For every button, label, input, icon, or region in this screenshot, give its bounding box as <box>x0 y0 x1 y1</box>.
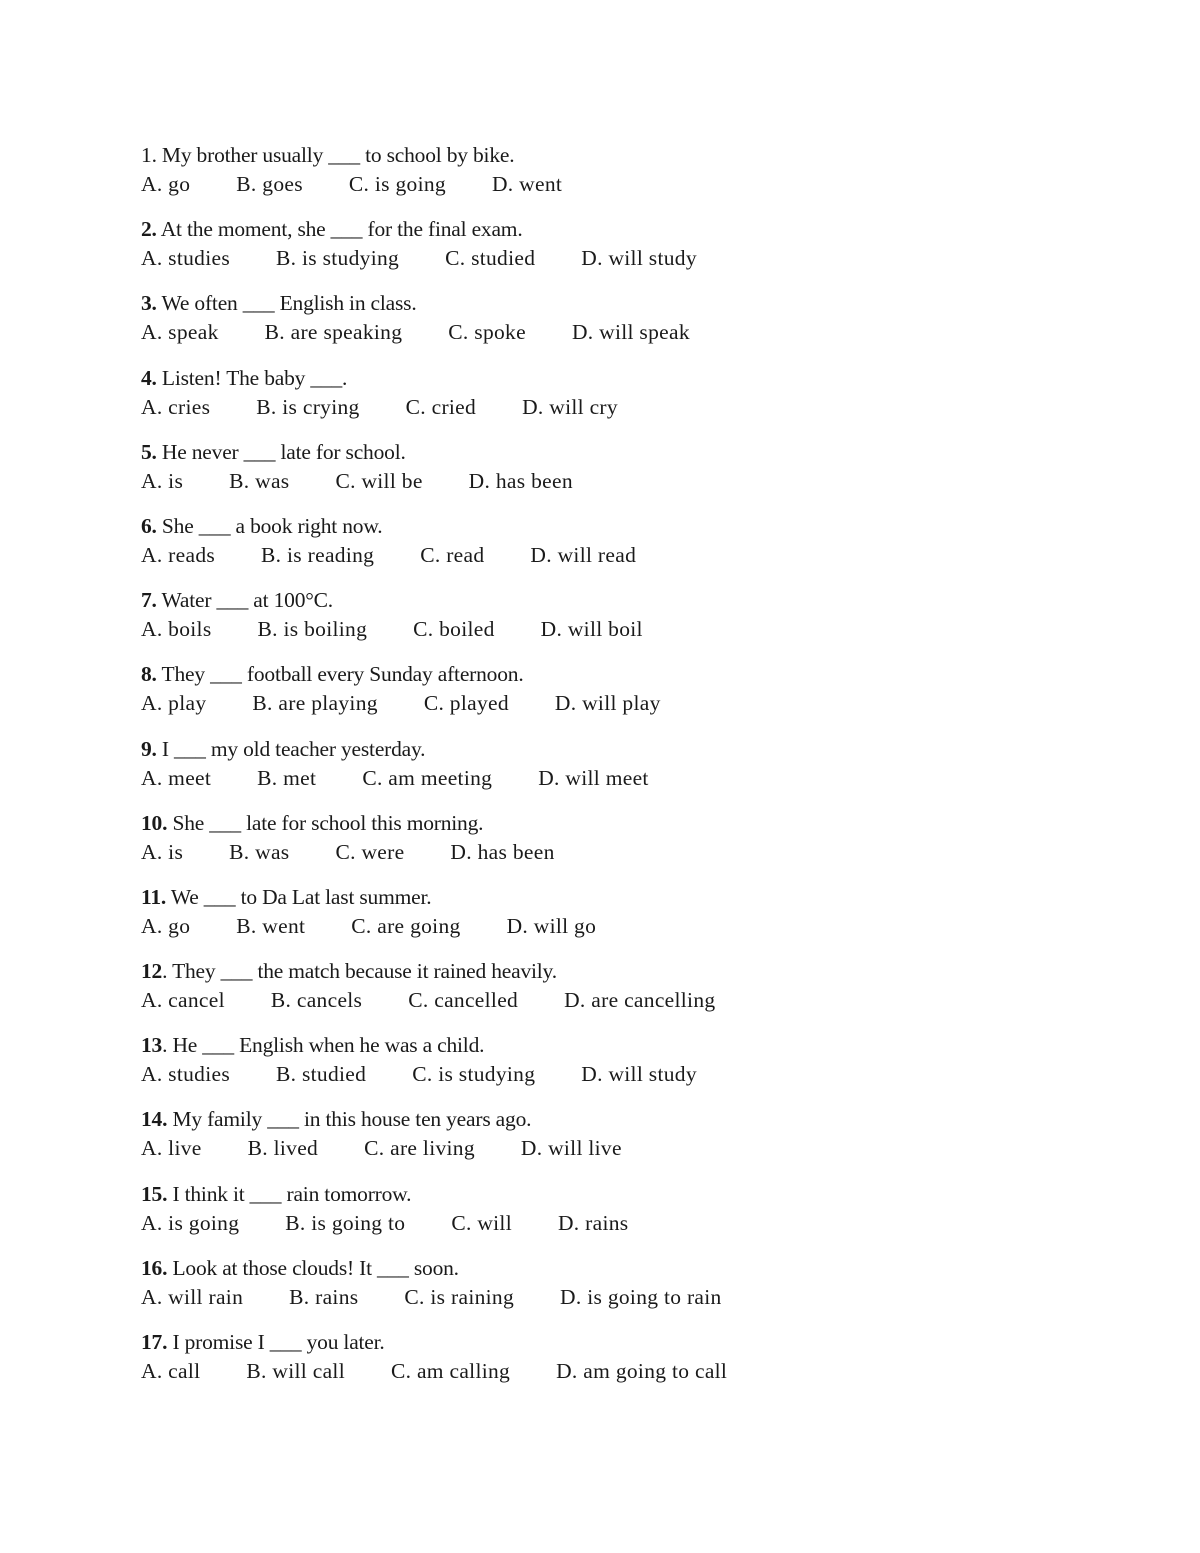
answer-option-c: C. boiled <box>413 617 495 642</box>
answer-option-b: B. was <box>229 468 290 493</box>
answer-option-d: D. has been <box>468 468 573 493</box>
answer-option-b: B. are speaking <box>264 320 403 345</box>
question-stem <box>141 512 861 541</box>
answer-options <box>141 170 861 199</box>
question-number: 11. <box>141 884 167 909</box>
answer-option-c: C. is going <box>348 172 446 196</box>
question-item <box>141 289 861 363</box>
question-stem <box>141 1105 861 1134</box>
question-number: 14. <box>141 1107 168 1132</box>
answer-option-c: C. is raining <box>404 1284 515 1309</box>
answer-option-a: A. is going <box>141 1210 240 1235</box>
question-stem <box>141 141 861 170</box>
answer-option-d: D. rains <box>557 1210 629 1235</box>
answer-option-b: B. is crying <box>256 394 360 419</box>
question-number: 16. <box>141 1255 168 1280</box>
question-text: They ___ football every Sunday afternoon. <box>156 662 524 687</box>
answer-option-d: D. will speak <box>571 320 690 345</box>
answer-option-a: A. meet <box>141 765 212 790</box>
answer-option-c: C. am calling <box>390 1359 511 1383</box>
question-stem <box>141 289 861 318</box>
answer-option-b: B. will call <box>246 1359 345 1383</box>
answer-option-a: A. is <box>141 839 184 864</box>
answer-option-d: D. are cancelling <box>564 988 716 1013</box>
answer-options <box>141 764 861 793</box>
answer-option-b: B. goes <box>236 172 303 196</box>
answer-option-c: C. are living <box>364 1136 475 1161</box>
question-text: He never ___ late for school. <box>156 439 406 464</box>
answer-option-b: B. cancels <box>270 988 363 1013</box>
question-number: 13 <box>141 1033 163 1058</box>
answer-option-a: A. play <box>141 691 207 716</box>
answer-option-a: A. reads <box>141 542 216 567</box>
answer-options <box>141 1209 861 1238</box>
answer-option-a: A. cries <box>141 394 211 419</box>
answer-option-a: A. studies <box>141 246 230 271</box>
question-item <box>141 438 861 512</box>
question-text: We ___ to Da Lat last summer. <box>166 884 432 909</box>
answer-option-c: C. read <box>420 542 485 567</box>
answer-option-a: A. studies <box>141 1062 230 1087</box>
question-text: Listen! The baby ___. <box>156 365 348 390</box>
question-stem <box>141 883 861 912</box>
question-item <box>141 660 861 734</box>
answer-options <box>141 244 861 273</box>
answer-option-c: C. will <box>451 1210 512 1235</box>
question-number: 1 <box>141 143 152 167</box>
answer-options <box>141 467 861 496</box>
question-number: 4. <box>141 365 157 390</box>
answer-option-b: B. lived <box>247 1136 319 1161</box>
answer-options <box>141 912 861 941</box>
question-text: She ___ a book right now. <box>156 513 383 538</box>
worksheet-page <box>141 141 861 1402</box>
question-number: 17. <box>141 1330 168 1354</box>
question-text: My family ___ in this house ten years ago. <box>167 1107 532 1132</box>
question-number: 8. <box>141 662 157 687</box>
question-item <box>141 957 861 1031</box>
question-stem <box>141 438 861 467</box>
question-item <box>141 141 861 215</box>
answer-option-b: B. are playing <box>252 691 378 716</box>
question-item <box>141 512 861 586</box>
answer-options <box>141 541 861 570</box>
question-stem <box>141 1031 861 1060</box>
question-stem <box>141 809 861 838</box>
answer-option-d: D. went <box>491 172 563 196</box>
answer-option-c: C. were <box>335 839 405 864</box>
answer-option-b: B. is going to <box>285 1210 406 1235</box>
answer-option-b: B. rains <box>289 1284 359 1309</box>
answer-option-a: A. go <box>141 913 191 938</box>
question-number: 6. <box>141 513 157 538</box>
question-stem <box>141 1180 861 1209</box>
question-stem <box>141 364 861 393</box>
answer-option-c: C. is studying <box>412 1062 536 1087</box>
question-text: I think it ___ rain tomorrow. <box>167 1181 412 1206</box>
question-item <box>141 1180 861 1254</box>
answer-options <box>141 1357 861 1386</box>
answer-options <box>141 689 861 718</box>
question-item <box>141 883 861 957</box>
answer-option-a: A. will rain <box>141 1284 244 1309</box>
question-number: 5. <box>141 439 157 464</box>
answer-option-c: C. am meeting <box>362 765 493 790</box>
question-text: She ___ late for school this morning. <box>167 810 484 835</box>
answer-options <box>141 393 861 422</box>
question-item <box>141 1105 861 1179</box>
answer-option-d: D. is going to rain <box>560 1284 722 1309</box>
answer-option-b: B. is reading <box>261 542 375 567</box>
answer-option-a: A. boils <box>141 617 212 642</box>
answer-option-b: B. is boiling <box>257 617 368 642</box>
answer-option-b: B. went <box>236 913 306 938</box>
question-item <box>141 1328 861 1402</box>
question-stem <box>141 957 861 986</box>
answer-options <box>141 1134 861 1163</box>
answer-option-d: D. am going to call <box>556 1359 728 1383</box>
answer-option-c: C. studied <box>445 246 536 271</box>
answer-option-b: B. is studying <box>276 246 400 271</box>
answer-options <box>141 1060 861 1089</box>
question-text: Water ___ at 100°C. <box>156 588 333 613</box>
question-item <box>141 809 861 883</box>
question-number: 9. <box>141 736 157 761</box>
answer-option-c: C. are going <box>351 913 461 938</box>
answer-option-d: D. has been <box>450 839 555 864</box>
answer-option-c: C. played <box>423 691 509 716</box>
question-text: . He ___ English when he was a child. <box>162 1033 485 1058</box>
answer-option-a: A. call <box>141 1359 201 1383</box>
question-item <box>141 1031 861 1105</box>
answer-options <box>141 1283 861 1312</box>
answer-option-b: B. was <box>229 839 290 864</box>
question-text: I ___ my old teacher yesterday. <box>156 736 426 761</box>
answer-options <box>141 318 861 347</box>
question-item <box>141 215 861 289</box>
answer-option-a: A. go <box>141 172 191 196</box>
answer-options <box>141 986 861 1015</box>
answer-option-d: D. will study <box>581 1062 697 1087</box>
answer-option-b: B. studied <box>276 1062 367 1087</box>
question-number: 15. <box>141 1181 168 1206</box>
answer-option-d: D. will live <box>520 1136 622 1161</box>
answer-option-c: C. spoke <box>448 320 526 345</box>
question-number: 3. <box>141 291 157 316</box>
question-text: At the moment, she ___ for the final exam. <box>156 217 523 242</box>
question-number: 7. <box>141 588 157 613</box>
answer-option-a: A. speak <box>141 320 219 345</box>
answer-option-d: D. will read <box>530 542 637 567</box>
answer-option-d: D. will boil <box>540 617 643 642</box>
answer-option-c: C. cried <box>405 394 477 419</box>
question-number: 2. <box>141 217 157 242</box>
answer-option-d: D. will study <box>581 246 697 271</box>
answer-option-c: C. cancelled <box>408 988 519 1013</box>
question-item <box>141 735 861 809</box>
question-text: . My brother usually ___ to school by bike. <box>151 143 515 167</box>
question-text: . They ___ the match because it rained heavily. <box>162 959 557 984</box>
question-item <box>141 1254 861 1328</box>
question-text: We often ___ English in class. <box>156 291 417 316</box>
answer-options <box>141 615 861 644</box>
question-number: 10. <box>141 810 168 835</box>
question-stem <box>141 1254 861 1283</box>
question-text: I promise I ___ you later. <box>167 1330 385 1354</box>
answer-option-d: D. will go <box>506 913 597 938</box>
question-stem <box>141 586 861 615</box>
question-stem <box>141 215 861 244</box>
answer-option-c: C. will be <box>335 468 423 493</box>
question-item <box>141 586 861 660</box>
answer-option-a: A. is <box>141 468 184 493</box>
question-stem <box>141 660 861 689</box>
answer-option-b: B. met <box>257 765 317 790</box>
question-number: 12 <box>141 959 163 984</box>
answer-option-d: D. will play <box>554 691 661 716</box>
answer-option-d: D. will cry <box>522 394 618 419</box>
answer-option-a: A. live <box>141 1136 202 1161</box>
question-stem <box>141 1328 861 1357</box>
answer-options <box>141 838 861 867</box>
answer-option-d: D. will meet <box>538 765 649 790</box>
question-text: Look at those clouds! It ___ soon. <box>167 1255 459 1280</box>
answer-option-a: A. cancel <box>141 988 225 1013</box>
question-item <box>141 364 861 438</box>
question-stem <box>141 735 861 764</box>
